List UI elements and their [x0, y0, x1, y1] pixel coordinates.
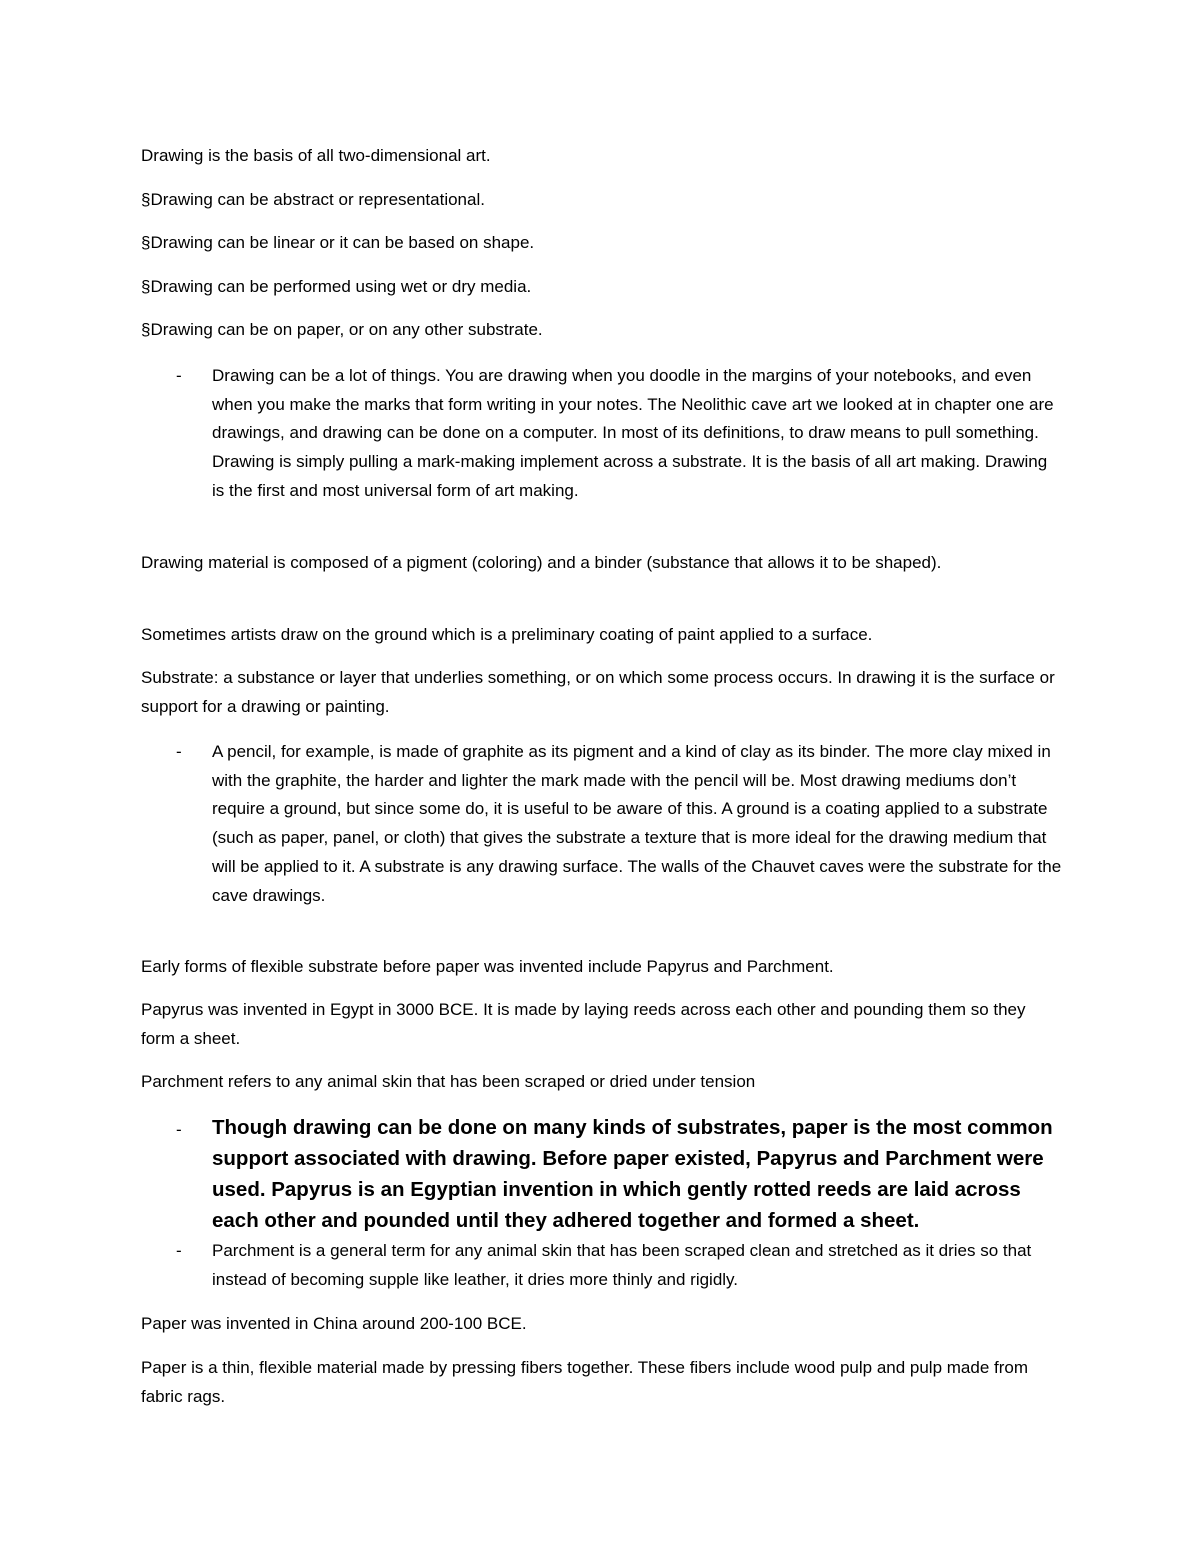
list-item-text: Drawing can be a lot of things. You are drawing when you doodle in the margins of your notebooks, and even when you make the marks that form writing in your notes. The Neolithic cave art we looked at in chapter one are drawings, and drawing can be done on a computer. In most of its definitions, to draw means to pull something. Drawing is simply pulling a mark-making implement across a substrate. It is the basis of all art making. Drawing is the first and most universal form of art making. [212, 366, 1054, 500]
paragraph-ground: Sometimes artists draw on the ground which is a preliminary coating of paint applied to a surface. [141, 625, 873, 644]
paragraph-paper-definition: Paper is a thin, flexible material made by pressing fibers together. These fibers include wood pulp and pulp made from fabric rags. [141, 1358, 1029, 1406]
list-dash: - [176, 1120, 182, 1139]
paragraph-papyrus: Papyrus was invented in Egypt in 3000 BCE. It is made by laying reeds across each other and pounding them so they form a sheet. [141, 1000, 1026, 1048]
list-item-text: A pencil, for example, is made of graphite as its pigment and a kind of clay as its binder. The more clay mixed in with the graphite, the harder and lighter the mark made with the pencil will be. Most drawing mediums don’t require a ground, but since some do, it is useful to be aware of this. A ground is a coating applied to a substrate (such as paper, panel, or cloth) that gives the substrate a texture that is more ideal for the drawing medium that will be applied to it. A substrate is any drawing surface. The walls of the Chauvet caves were the substrate for the cave drawings. [212, 742, 1062, 905]
paragraph-linear: §Drawing can be linear or it can be based on shape. [141, 233, 535, 252]
list-item-text: Though drawing can be done on many kinds of substrates, paper is the most common support associated with drawing. Before paper existed, Papyrus and Parchment were used. Papyrus is an Egyptian invention in which gently rotted reeds are laid across each other and pounded until they adhered together and formed a sheet. [212, 1116, 1053, 1232]
paragraph-abstract: §Drawing can be abstract or representational. [141, 190, 485, 209]
list-dash: - [176, 742, 182, 761]
paragraph-substrate: §Drawing can be on paper, or on any other substrate. [141, 320, 543, 339]
list-item-drawing-things [176, 362, 1061, 538]
paragraph-paper-invented: Paper was invented in China around 200-100 BCE. [141, 1314, 527, 1333]
paragraph-early-forms: Early forms of flexible substrate before paper was invented include Papyrus and Parchment. [141, 957, 834, 976]
list-item-text: Parchment is a general term for any animal skin that has been scraped clean and stretched as it dries so that instead of becoming supple like leather, it dries more thinly and rigidly. [212, 1241, 1032, 1289]
list-dash: - [176, 1241, 182, 1260]
paragraph-substrate-definition: Substrate: a substance or layer that underlies something, or on which some process occurs. In drawing it is the surface or support for a drawing or painting. [141, 668, 1055, 716]
paragraph-wet-dry: §Drawing can be performed using wet or dry media. [141, 277, 532, 296]
paragraph-drawing-material: Drawing material is composed of a pigment (coloring) and a binder (substance that allows it to be shaped). [141, 553, 942, 572]
list-item-pencil [176, 738, 1061, 938]
paragraph-drawing-basis: Drawing is the basis of all two-dimensional art. [141, 146, 491, 165]
list-item-parchment-definition [176, 1237, 1061, 1297]
paragraph-parchment: Parchment refers to any animal skin that has been scraped or dried under tension [141, 1072, 756, 1091]
list-dash: - [176, 366, 182, 385]
list-item-paper-support [176, 1112, 1061, 1240]
